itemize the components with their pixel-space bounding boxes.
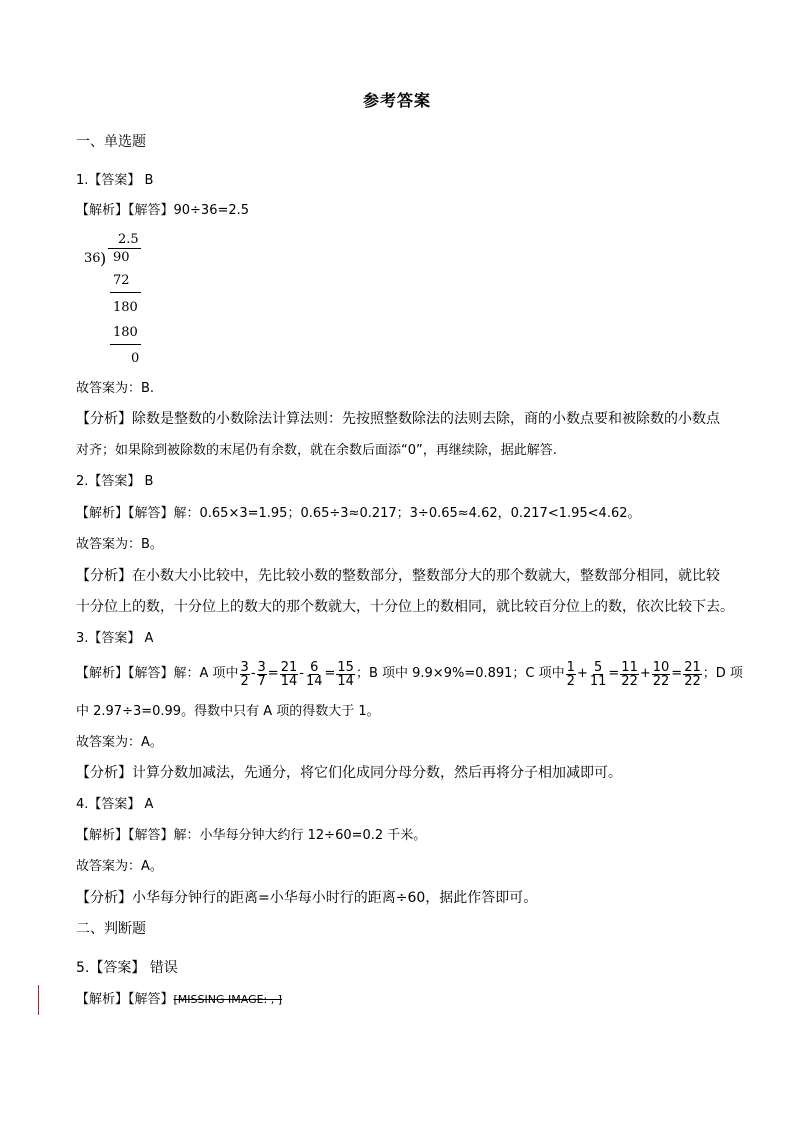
q1-analysis: 【解析】【解答】90÷36=2.5 (76, 203, 250, 218)
q2-analysis: 【解析】【解答】解：0.65×3=1.95；0.65÷3≈0.217；3÷0.65≈4.62，0.217<1.95<4.62。 (76, 506, 641, 521)
page-title: 参考答案 (362, 91, 431, 110)
q4-explanation: 【分析】小华每分钟行的距离=小华每小时行的距离÷60，据此作答即可。 (76, 890, 538, 906)
q3-analysis-suffix: ；D 项 (702, 666, 743, 681)
fraction: $\frac{21}{22}$ (684, 659, 701, 689)
q2-conclusion: 故答案为：B。 (76, 537, 163, 552)
q3-conclusion: 故答案为：A。 (76, 735, 163, 750)
q3-analysis-line2: 中 2.97÷3=0.99。得数中只有 A 项的得数大于 1。 (76, 704, 380, 719)
fraction: $\frac{21}{14}$ (280, 659, 298, 689)
q2-explanation-line1: 【分析】在小数大小比较中，先比较小数的整数部分，整数部分大的那个数就大，整数部分相同，就比较 (76, 568, 720, 584)
division-rule-1 (110, 292, 141, 293)
q2-answer: 2.【答案】 B (76, 474, 154, 489)
missing-image-placeholder: [MISSING IMAGE: , ] (173, 993, 283, 1006)
q3-analysis-mid: ；B 项中 9.9×9%=0.891；C 项中 (355, 666, 565, 681)
fraction: $\frac{1}{2}$ (566, 659, 575, 689)
q2-explanation-line2: 十分位上的数，十分位上的数大的那个数就大，十分位上的数相同，就比较百分位上的数，依次比较下去。 (76, 599, 734, 615)
q3-explanation: 【分析】计算分数加减法，先通分，将它们化成同分母分数，然后再将分子相加减即可。 (76, 765, 622, 781)
division-dividend: 90 (113, 250, 130, 265)
q5-analysis (76, 991, 282, 1009)
division-bracket: ) (100, 249, 107, 268)
fraction: $\frac{10}{22}$ (652, 659, 670, 689)
division-step3: 180 (113, 325, 138, 340)
division-bar (108, 248, 141, 249)
q3-answer: 3.【答案】 A (76, 631, 154, 646)
division-divisor: 36 (84, 251, 101, 266)
fraction: $\frac{3}{7}$ (257, 659, 266, 689)
q3-analysis-prefix: 【解析】【解答】解：A 项中 (76, 666, 239, 681)
fraction: $\frac{5}{11}$ (589, 659, 607, 689)
q4-conclusion: 故答案为：A。 (76, 859, 163, 874)
division-step2: 180 (113, 300, 138, 315)
division-quotient: 2.5 (118, 232, 139, 247)
division-rule-2 (110, 344, 141, 345)
revision-marker (38, 985, 39, 1015)
q4-answer: 4.【答案】 A (76, 797, 154, 812)
fraction: $\frac{15}{14}$ (337, 659, 354, 689)
fraction: $\frac{11}{22}$ (621, 659, 638, 689)
section-heading-single-choice: 一、单选题 (76, 134, 146, 150)
q5-analysis-label: 【解析】【解答】 (76, 992, 174, 1007)
fraction: $\frac{6}{14}$ (305, 659, 323, 689)
q1-explanation-line2: 对齐；如果除到被除数的末尾仍有余数，就在余数后面添“0”，再继续除，据此解答. (76, 443, 557, 458)
division-step1: 72 (113, 273, 130, 288)
q4-analysis: 【解析】【解答】解：小华每分钟大约行 12÷60=0.2 千米。 (76, 828, 427, 843)
q3-analysis-line1: 【解析】【解答】解：A 项中 $\frac{3}{2}$ - $\frac{3}{7}$ = $\frac{21}{14}$ - $\frac{6}{14}$ = $\frac{15}{14}$ ；B 项中 9.9×9%=0.891；C 项中 $\frac{1}{2}$ + $\frac{5}{11}$ = $\frac{11}{22}$ + $\frac{10}{22}$ = $\frac{21}{22}$ ；D 项 (76, 659, 743, 689)
section-heading-true-false: 二、判断题 (76, 921, 146, 937)
q1-answer: 1.【答案】 B (76, 173, 154, 188)
q1-explanation-line1: 【分析】除数是整数的小数除法计算法则：先按照整数除法的法则去除，商的小数点要和被除数的小数点 (76, 411, 720, 427)
fraction: $\frac{3}{2}$ (240, 659, 249, 689)
q5-answer: 5.【答案】 错误 (76, 960, 178, 976)
q1-conclusion: 故答案为：B. (76, 381, 155, 396)
division-remainder: 0 (131, 351, 140, 366)
